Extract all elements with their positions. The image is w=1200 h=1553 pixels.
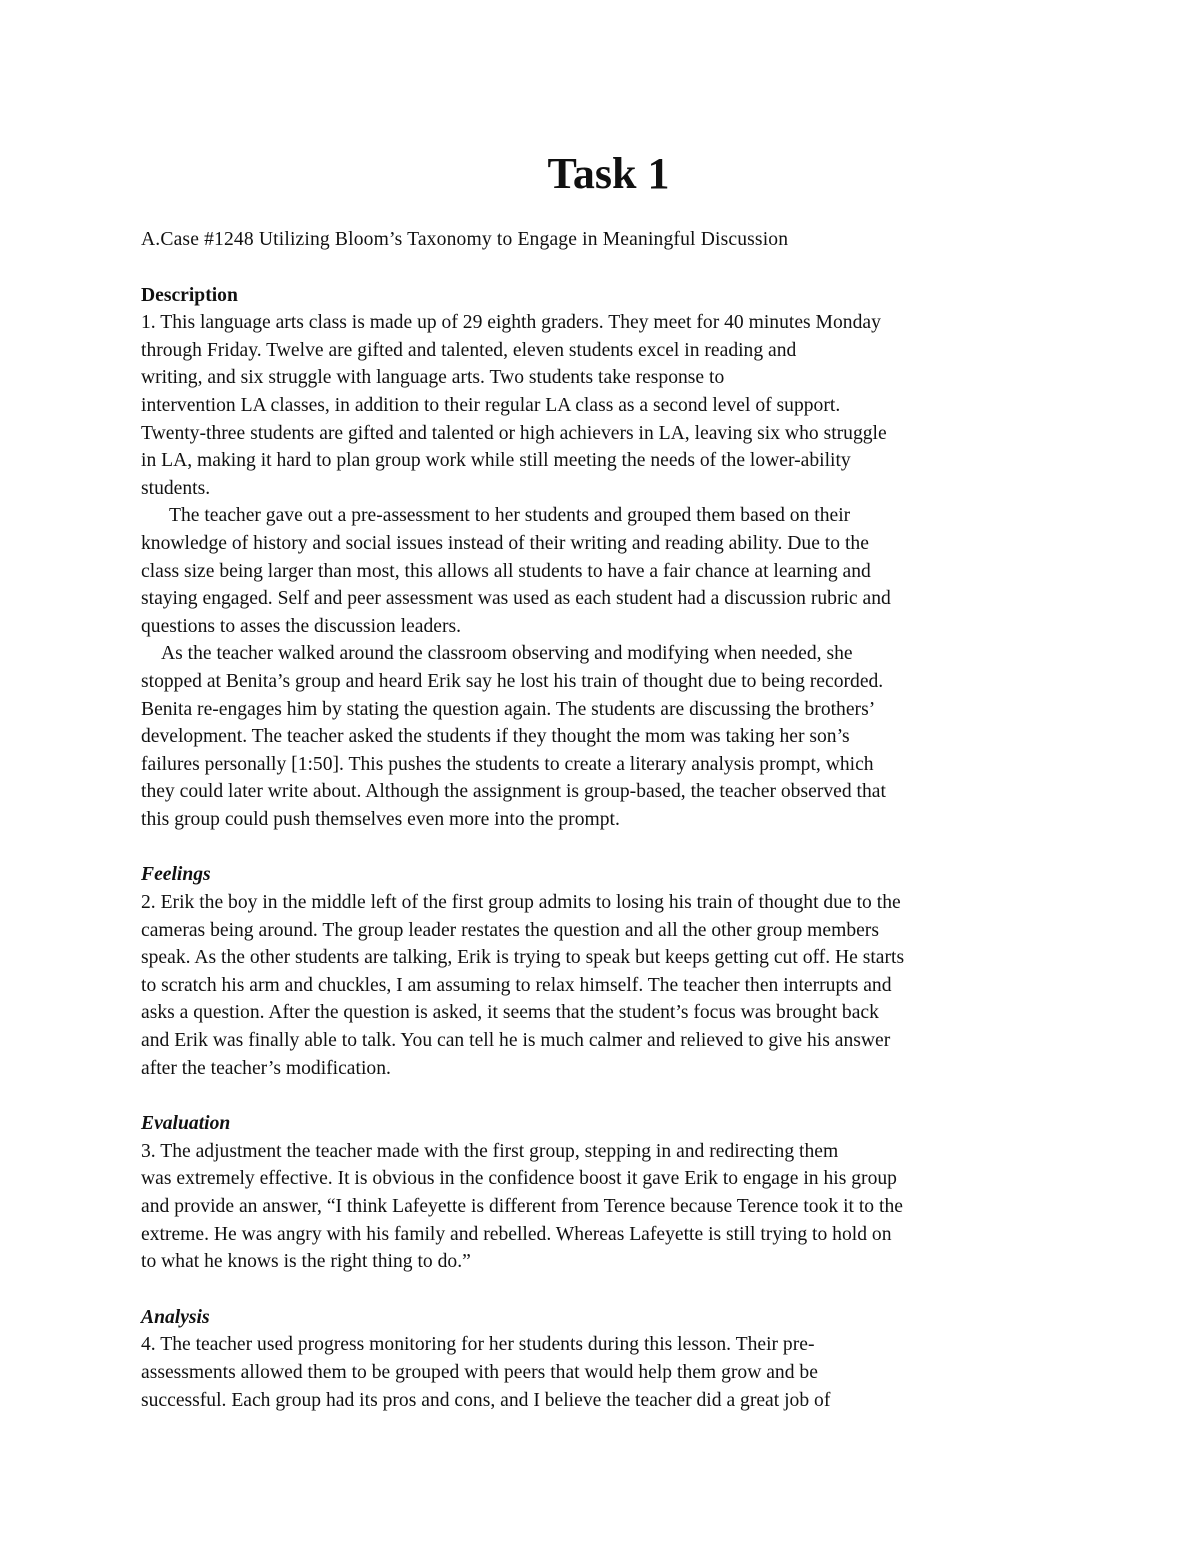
section-heading-analysis: Analysis xyxy=(141,1306,210,1328)
page-title: Task 1 xyxy=(547,149,670,198)
paragraph-line: Twenty-three students are gifted and talented or high achievers in LA, leaving six who struggle xyxy=(141,422,887,444)
paragraph-line: knowledge of history and social issues instead of their writing and reading ability. Due to the xyxy=(141,532,869,554)
paragraph-line: this group could push themselves even more into the prompt. xyxy=(141,808,620,830)
paragraph-line: staying engaged. Self and peer assessment was used as each student had a discussion rubric and xyxy=(141,588,891,610)
paragraph-line: was extremely effective. It is obvious in the confidence boost it gave Erik to engage in his group xyxy=(141,1168,897,1190)
section-analysis xyxy=(141,1304,1066,1414)
paragraph-line: assessments allowed them to be grouped with peers that would help them grow and be xyxy=(141,1361,818,1383)
paragraph-line: cameras being around. The group leader restates the question and all the other group members xyxy=(141,919,879,941)
paragraph-line: extreme. He was angry with his family and rebelled. Whereas Lafeyette is still trying to hold on xyxy=(141,1223,892,1245)
paragraph-line: class size being larger than most, this allows all students to have a fair chance at learning and xyxy=(141,560,871,582)
section-evaluation xyxy=(141,1110,1066,1276)
paragraph-line: 2. Erik the boy in the middle left of the first group admits to losing his train of thought due to the xyxy=(141,892,901,914)
section-heading-feelings: Feelings xyxy=(141,864,211,886)
paragraph-line: students. xyxy=(141,477,211,499)
paragraph-line: 4. The teacher used progress monitoring for her students during this lesson. Their pre- xyxy=(141,1334,815,1356)
paragraph-line: they could later write about. Although the assignment is group-based, the teacher observed that xyxy=(141,781,886,803)
paragraph-line: questions to asses the discussion leaders. xyxy=(141,615,461,637)
paragraph-line: stopped at Benita’s group and heard Erik say he lost his train of thought due to being recorded. xyxy=(141,670,884,692)
paragraph-line: As the teacher walked around the classroom observing and modifying when needed, she xyxy=(161,643,853,665)
paragraph-line: and Erik was finally able to talk. You can tell he is much calmer and relieved to give his answer xyxy=(141,1030,891,1052)
paragraph-line: asks a question. After the question is asked, it seems that the student’s focus was brought back xyxy=(141,1002,879,1024)
paragraph-line: The teacher gave out a pre-assessment to her students and grouped them based on their xyxy=(169,505,851,527)
paragraph-line: 1. This language arts class is made up of 29 eighth graders. They meet for 40 minutes Monday xyxy=(141,312,881,334)
document-body xyxy=(141,148,1066,1442)
paragraph-line: in LA, making it hard to plan group work while still meeting the needs of the lower-ability xyxy=(141,450,851,472)
paragraph-line: to scratch his arm and chuckles, I am assuming to relax himself. The teacher then interrupts and xyxy=(141,974,892,996)
paragraph-line: 3. The adjustment the teacher made with the first group, stepping in and redirecting them xyxy=(141,1140,839,1162)
paragraph-line: writing, and six struggle with language arts. Two students take response to xyxy=(141,367,725,389)
section-feelings xyxy=(141,861,1066,1082)
paragraph-line: and provide an answer, “I think Lafeyette is different from Terence because Terence took it to the xyxy=(141,1196,903,1217)
paragraph-line: speak. As the other students are talking, Erik is trying to speak but keeps getting cut off. He starts xyxy=(141,947,905,969)
paragraph-line: failures personally [1:50]. This pushes the students to create a literary analysis prompt, which xyxy=(141,753,874,775)
section-description xyxy=(141,282,1066,834)
paragraph-line: development. The teacher asked the students if they thought the mom was taking her son’s xyxy=(141,726,850,748)
paragraph-line: to what he knows is the right thing to do.” xyxy=(141,1251,471,1273)
paragraph-line: successful. Each group had its pros and cons, and I believe the teacher did a great job of xyxy=(141,1389,831,1411)
section-heading-description: Description xyxy=(141,284,238,306)
paragraph-line: Benita re-engages him by stating the question again. The students are discussing the brothers’ xyxy=(141,698,876,720)
paragraph-line: after the teacher’s modification. xyxy=(141,1057,391,1079)
paragraph-line: intervention LA classes, in addition to their regular LA class as a second level of support. xyxy=(141,394,841,416)
section-heading-evaluation: Evaluation xyxy=(141,1113,231,1135)
case-line: A.Case #1248 Utilizing Bloom’s Taxonomy to Engage in Meaningful Discussion xyxy=(141,229,789,250)
paragraph-line: through Friday. Twelve are gifted and talented, eleven students excel in reading and xyxy=(141,339,797,361)
